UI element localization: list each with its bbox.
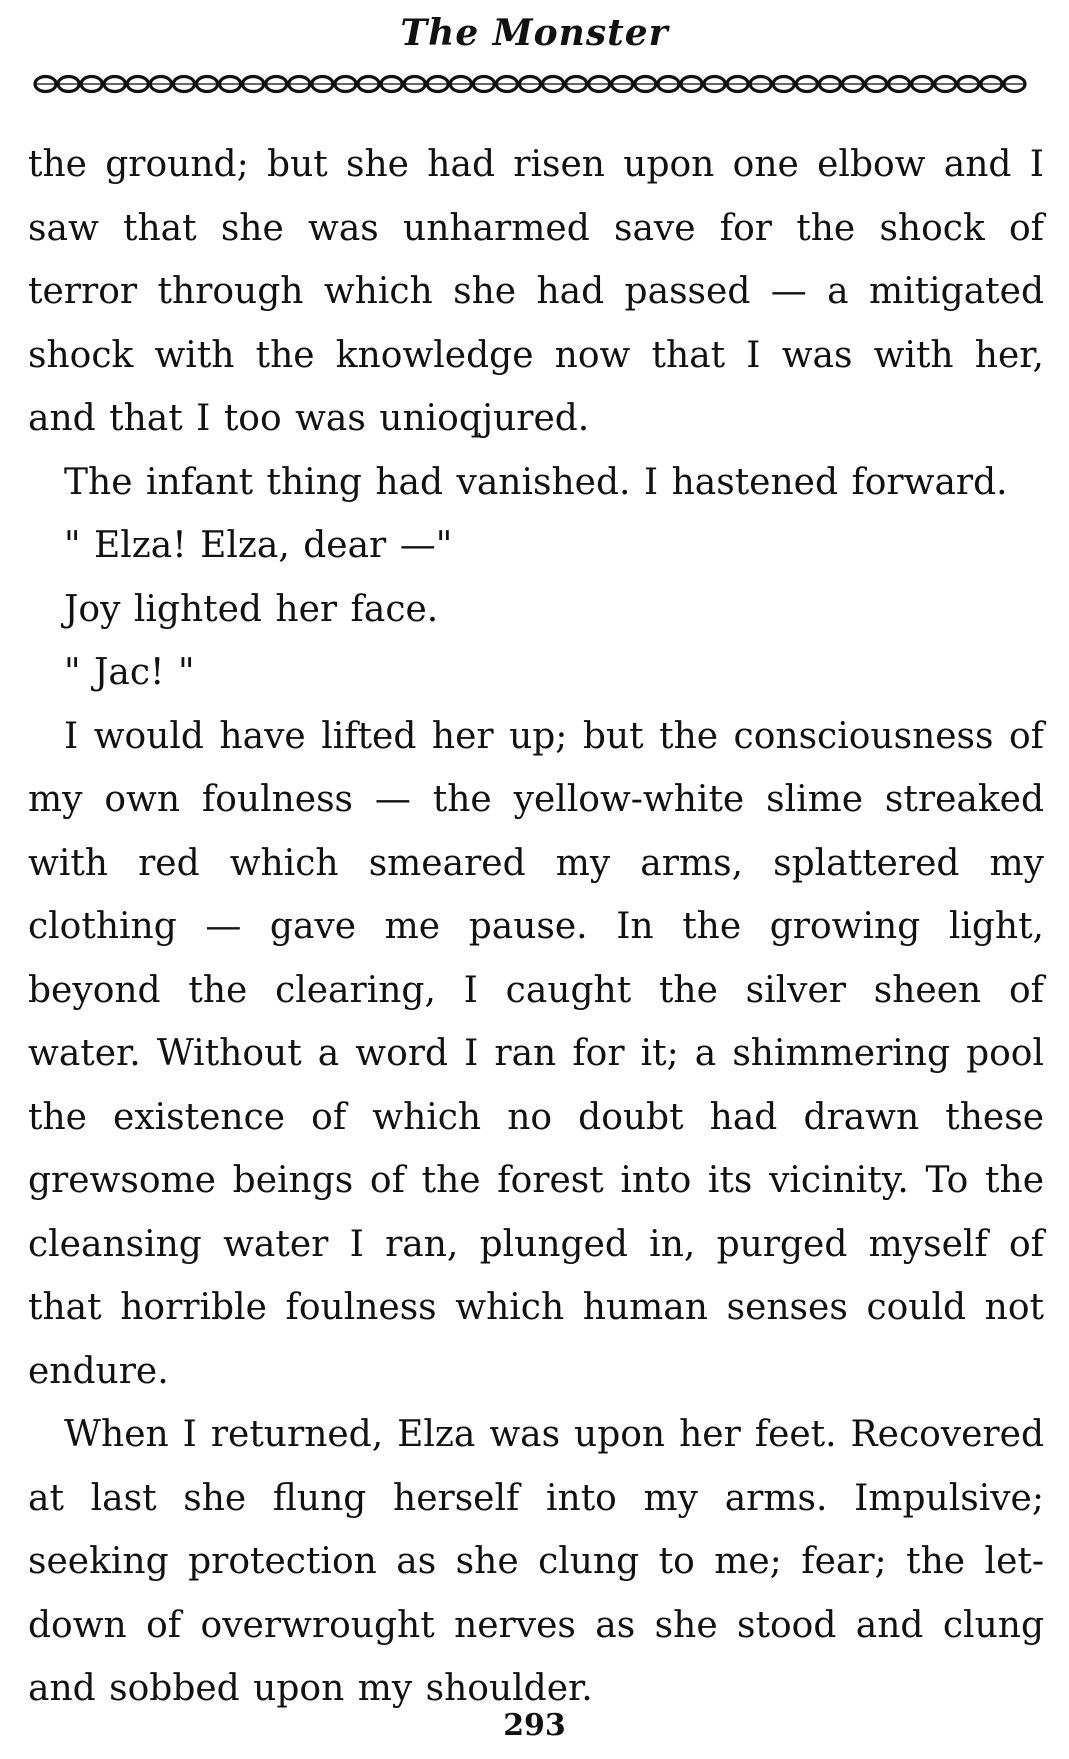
paragraph: The infant thing had vanished. I hastened forward. [64,461,1008,503]
paragraph: the ground; but she had risen upon one elbow and I saw that she was unharmed save for the shock of terror through which she had passed — a mitigated shock with the knowledge now that I was with her, and that I too was unioqjured. [28,144,1044,439]
body-text [28,133,1044,1721]
paragraph: Joy lighted her face. [64,588,439,630]
paragraph: " Jac! " [64,652,195,693]
page-number: 293 [503,1708,566,1743]
paragraph: " Elza! Elza, dear —" [64,525,453,566]
paragraph: I would have lifted her up; but the consciousness of my own foulness — the yellow-white slime streaked with red which smeared my arms, splattered my clothing — gave me pause. In the growing light, beyond the clearing, I caught the silver sheen of water. Without a word I ran for it; a shimmering pool the existence of which no doubt had drawn these grewsome beings of the forest into its vicinity. To the cleansing water I ran, plunged in, purged myself of that horrible foulness which human senses could not endure. [28,715,1044,1392]
paragraph: When I returned, Elza was upon her feet. Recovered at last she flung herself into my arms. Impulsive; seeking protection as she clung to me; fear; the let-down of overwrought nerves as she stood and clung and sobbed upon my shoulder. [28,1414,1044,1709]
chain-border-ornament [30,72,1030,96]
running-title: The Monster [400,12,669,54]
